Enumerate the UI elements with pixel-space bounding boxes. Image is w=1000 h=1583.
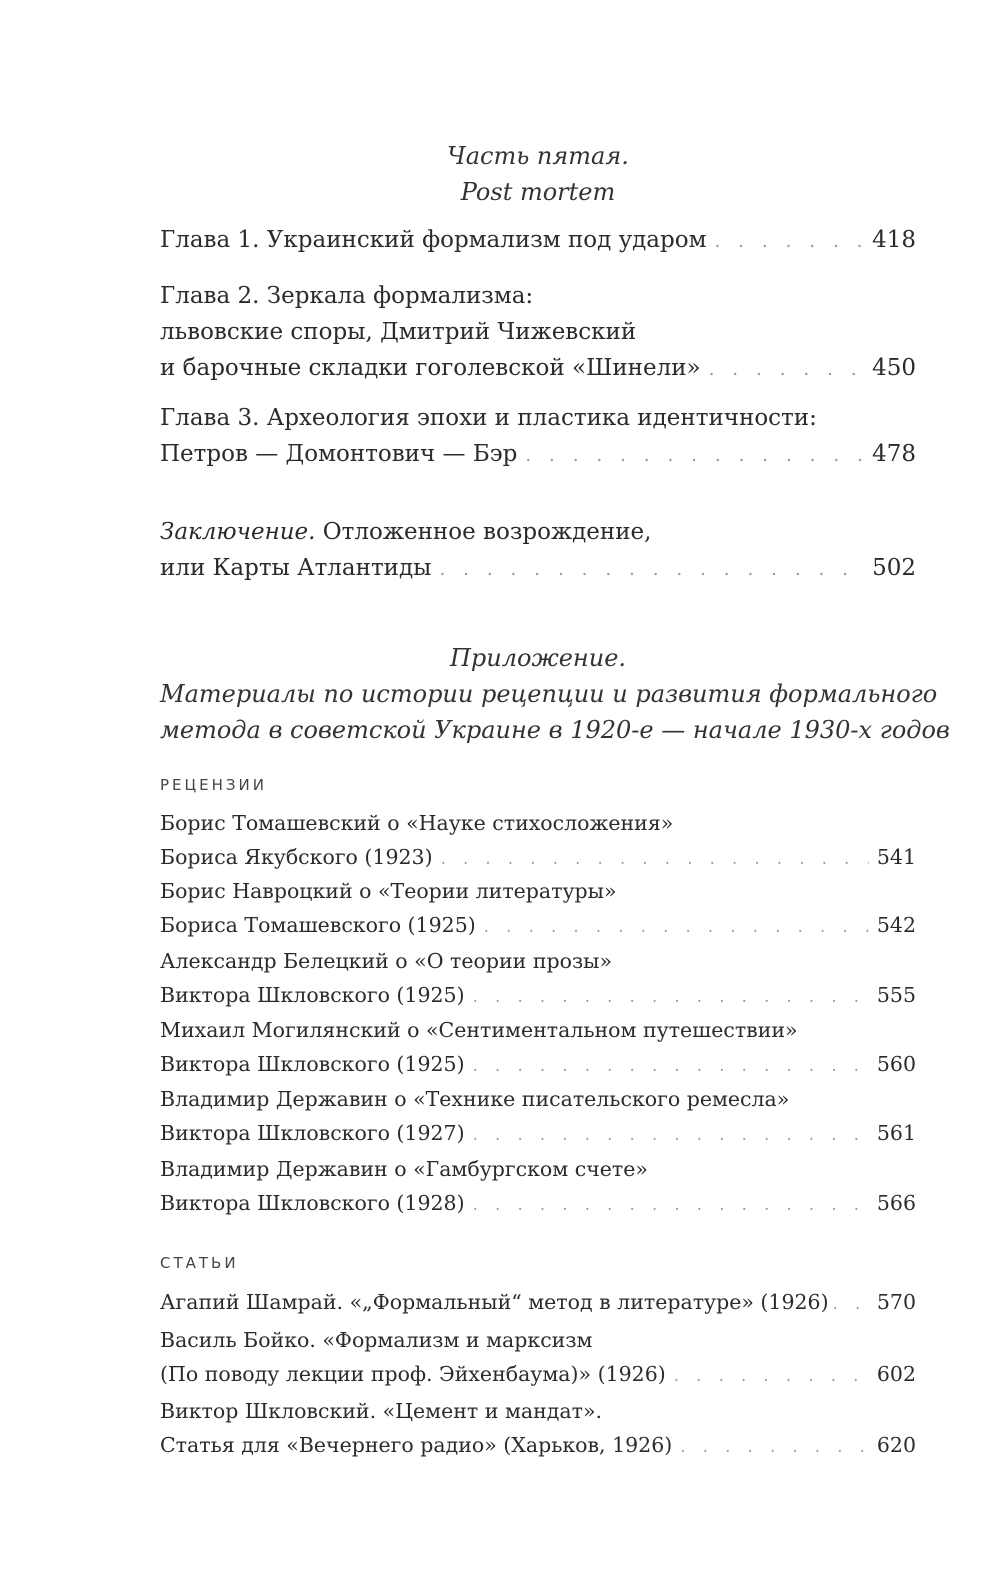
entry-title-line: Михаил Могилянский о «Сентиментальном путешествии»	[160, 1018, 798, 1042]
page-number: 602	[876, 1362, 916, 1386]
dot-leader	[439, 552, 864, 588]
conclusion-label: Заключение.	[160, 519, 316, 545]
entry-title-line: Отложенное возрождение,	[315, 519, 652, 545]
entry-title: (По поводу лекции проф. Эйхенбаума)» (1926)	[160, 1362, 666, 1386]
part-title: Post mortem	[460, 178, 616, 206]
dot-leader	[833, 1287, 873, 1321]
entry-title: Виктора Шкловского (1927)	[160, 1121, 465, 1145]
appendix-title-line: Материалы по истории рецепции и развития формального	[160, 680, 938, 708]
toc-entry-review[interactable]	[160, 806, 916, 876]
page-number: 566	[876, 1191, 916, 1215]
appendix-heading	[160, 640, 950, 748]
part-label: Часть пятая.	[447, 142, 629, 170]
toc-entry-chapter-2[interactable]	[160, 278, 916, 388]
dot-leader	[525, 438, 864, 474]
dot-leader	[709, 352, 864, 388]
toc-entry-review[interactable]	[160, 874, 916, 944]
entry-title-line: Глава 3. Археология эпохи и пластика идентичности:	[160, 405, 817, 431]
page-number: 561	[876, 1121, 916, 1145]
dot-leader	[473, 980, 869, 1014]
page-number: 418	[872, 227, 916, 253]
toc-entry-chapter-3[interactable]	[160, 400, 916, 474]
entry-title-line: Владимир Державин о «Технике писательского ремесла»	[160, 1087, 790, 1111]
entry-title: Петров — Домонтович — Бэр	[160, 441, 518, 467]
section-heading-articles: СТАТЬИ	[160, 1254, 239, 1272]
section-heading-reviews: РЕЦЕНЗИИ	[160, 776, 267, 794]
toc-entry-article[interactable]	[160, 1394, 916, 1464]
page-number: 450	[872, 355, 916, 381]
page-number: 502	[872, 555, 916, 581]
entry-title-line: Василь Бойко. «Формализм и марксизм	[160, 1328, 593, 1352]
dot-leader	[680, 1430, 869, 1464]
dot-leader	[473, 1049, 869, 1083]
entry-title-line: Борис Томашевский о «Науке стихосложения»	[160, 811, 674, 835]
dot-leader	[484, 910, 869, 944]
entry-title: Глава 1. Украинский формализм под ударом	[160, 227, 707, 253]
page-number: 570	[876, 1290, 916, 1314]
dot-leader	[674, 1359, 869, 1393]
entry-title-line: Владимир Державин о «Гамбургском счете»	[160, 1157, 648, 1181]
page-number: 541	[876, 845, 916, 869]
entry-title-line: Александр Белецкий о «О теории прозы»	[160, 949, 612, 973]
toc-entry-conclusion[interactable]	[160, 514, 916, 588]
dot-leader	[441, 842, 869, 876]
page-number: 620	[876, 1433, 916, 1457]
entry-title-line: львовские споры, Дмитрий Чижевский	[160, 319, 637, 345]
appendix-label: Приложение.	[449, 644, 627, 672]
page-number: 555	[876, 983, 916, 1007]
toc-entry-chapter-1[interactable]	[160, 222, 916, 260]
dot-leader	[473, 1188, 869, 1222]
dot-leader	[473, 1118, 869, 1152]
entry-title: или Карты Атлантиды	[160, 555, 432, 581]
entry-title: и барочные складки гоголевской «Шинели»	[160, 355, 701, 381]
toc-entry-review[interactable]	[160, 1013, 916, 1083]
toc-entry-review[interactable]	[160, 1152, 916, 1222]
entry-title: Агапий Шамрай. «„Формальный“ метод в литературе» (1926)	[160, 1290, 829, 1314]
dot-leader	[714, 224, 864, 260]
toc-entry-review[interactable]	[160, 1082, 916, 1152]
part-heading	[160, 138, 916, 210]
entry-title: Бориса Томашевского (1925)	[160, 913, 476, 937]
entry-title: Виктора Шкловского (1928)	[160, 1191, 465, 1215]
toc-entry-review[interactable]	[160, 944, 916, 1014]
entry-title-line: Борис Навроцкий о «Теории литературы»	[160, 879, 617, 903]
entry-title: Виктора Шкловского (1925)	[160, 983, 465, 1007]
entry-title-line: Глава 2. Зеркала формализма:	[160, 283, 534, 309]
appendix-title-line: метода в советской Украине в 1920-е — начале 1930-х годов	[160, 716, 950, 744]
entry-title: Бориса Якубского (1923)	[160, 845, 433, 869]
entry-title-line: Виктор Шкловский. «Цемент и мандат».	[160, 1399, 603, 1423]
entry-title: Виктора Шкловского (1925)	[160, 1052, 465, 1076]
page-number: 560	[876, 1052, 916, 1076]
page-number: 478	[872, 441, 916, 467]
toc-entry-article[interactable]	[160, 1323, 916, 1393]
page-number: 542	[876, 913, 916, 937]
entry-title: Статья для «Вечернего радио» (Харьков, 1926)	[160, 1433, 673, 1457]
toc-entry-article[interactable]	[160, 1285, 916, 1321]
